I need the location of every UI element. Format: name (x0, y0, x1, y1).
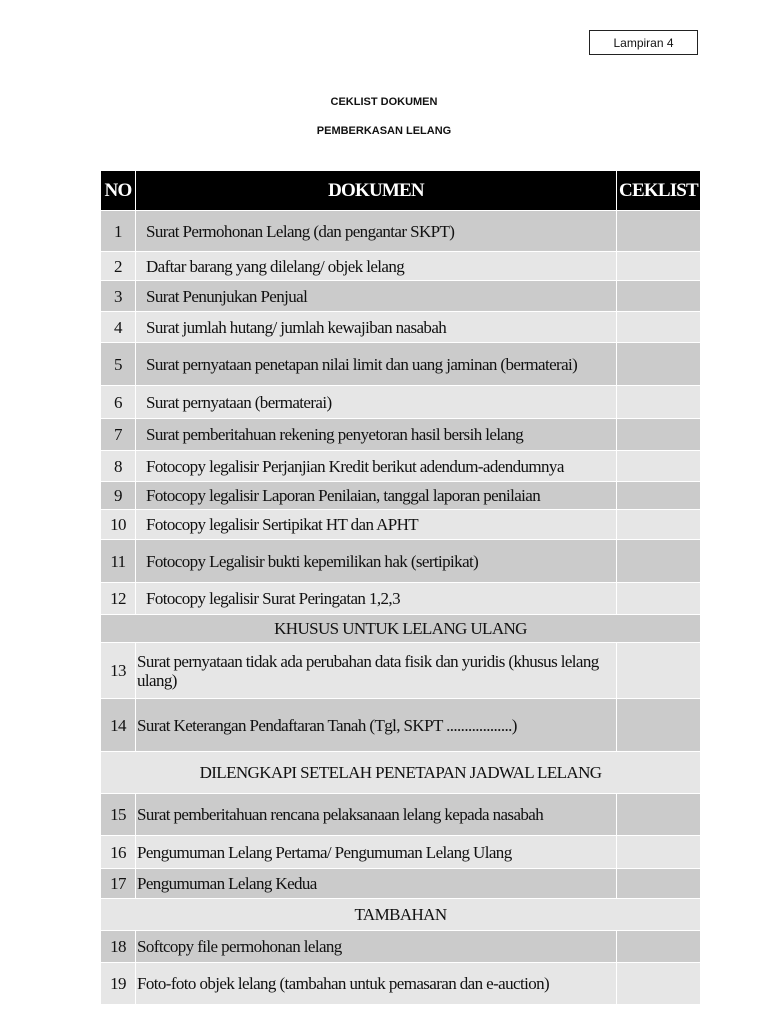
row-document: Surat pemberitahuan rencana pelaksanaan lelang kepada nasabah (136, 794, 617, 836)
row-number: 6 (101, 386, 136, 419)
row-document: Surat pemberitahuan rekening penyetoran hasil bersih lelang (136, 419, 617, 451)
table-row (101, 583, 701, 615)
row-number: 15 (101, 794, 136, 836)
checklist-cell[interactable] (617, 343, 701, 386)
row-document: Fotocopy legalisir Surat Peringatan 1,2,3 (136, 583, 617, 615)
row-document: Surat Keterangan Pendaftaran Tanah (Tgl, SKPT ..................) (136, 699, 617, 752)
table-row (101, 211, 701, 252)
row-number: 11 (101, 540, 136, 583)
row-number: 17 (101, 869, 136, 899)
checklist-cell[interactable] (617, 836, 701, 869)
section-row (101, 615, 701, 643)
table-row (101, 931, 701, 963)
checklist-cell[interactable] (617, 482, 701, 510)
row-document: Surat pernyataan penetapan nilai limit dan uang jaminan (bermaterai) (136, 343, 617, 386)
checklist-cell[interactable] (617, 540, 701, 583)
checklist-cell[interactable] (617, 583, 701, 615)
table-row (101, 540, 701, 583)
row-document: Surat jumlah hutang/ jumlah kewajiban nasabah (136, 312, 617, 343)
table-row (101, 836, 701, 869)
row-number: 10 (101, 510, 136, 540)
row-document: Surat Permohonan Lelang (dan pengantar SKPT) (136, 211, 617, 252)
section-heading: TAMBAHAN (101, 899, 701, 931)
row-document: Daftar barang yang dilelang/ objek lelang (136, 252, 617, 281)
table-row (101, 963, 701, 1005)
table-row (101, 281, 701, 312)
checklist-cell[interactable] (617, 312, 701, 343)
row-document: Fotocopy Legalisir bukti kepemilikan hak (sertipikat) (136, 540, 617, 583)
checklist-cell[interactable] (617, 699, 701, 752)
checklist-cell[interactable] (617, 386, 701, 419)
row-document: Softcopy file permohonan lelang (136, 931, 617, 963)
header-dokumen: DOKUMEN (136, 171, 617, 211)
row-document: Fotocopy legalisir Perjanjian Kredit berikut adendum-adendumnya (136, 451, 617, 482)
section-row (101, 752, 701, 794)
row-number: 12 (101, 583, 136, 615)
header-no: NO (101, 171, 136, 211)
row-document: Foto-foto objek lelang (tambahan untuk pemasaran dan e-auction) (136, 963, 617, 1005)
row-number: 18 (101, 931, 136, 963)
table-row (101, 869, 701, 899)
row-document: Surat pernyataan (bermaterai) (136, 386, 617, 419)
header-ceklist: CEKLIST (617, 171, 701, 211)
row-number: 2 (101, 252, 136, 281)
checklist-cell[interactable] (617, 510, 701, 540)
table-row (101, 482, 701, 510)
row-document: Surat Penunjukan Penjual (136, 281, 617, 312)
row-number: 5 (101, 343, 136, 386)
checklist-cell[interactable] (617, 451, 701, 482)
table-row (101, 510, 701, 540)
table-row (101, 386, 701, 419)
checklist-table (100, 170, 701, 1005)
table-row (101, 252, 701, 281)
row-document: Fotocopy legalisir Sertipikat HT dan APHT (136, 510, 617, 540)
checklist-cell[interactable] (617, 419, 701, 451)
table-row (101, 794, 701, 836)
row-number: 9 (101, 482, 136, 510)
section-row (101, 899, 701, 931)
checklist-cell[interactable] (617, 963, 701, 1005)
table-row (101, 643, 701, 699)
table-row (101, 343, 701, 386)
checklist-cell[interactable] (617, 931, 701, 963)
document-title: CEKLIST DOKUMEN (330, 96, 438, 108)
section-heading: DILENGKAPI SETELAH PENETAPAN JADWAL LELANG (101, 752, 701, 794)
row-number: 7 (101, 419, 136, 451)
row-number: 13 (101, 643, 136, 699)
row-document: Pengumuman Lelang Kedua (136, 869, 617, 899)
table-row (101, 312, 701, 343)
row-number: 14 (101, 699, 136, 752)
row-number: 19 (101, 963, 136, 1005)
row-number: 3 (101, 281, 136, 312)
checklist-cell[interactable] (617, 869, 701, 899)
document-subtitle: PEMBERKASAN LELANG (316, 125, 452, 137)
row-number: 16 (101, 836, 136, 869)
row-number: 8 (101, 451, 136, 482)
row-document: Pengumuman Lelang Pertama/ Pengumuman Lelang Ulang (136, 836, 617, 869)
checklist-cell[interactable] (617, 211, 701, 252)
section-heading: KHUSUS UNTUK LELANG ULANG (101, 615, 701, 643)
checklist-cell[interactable] (617, 643, 701, 699)
row-document: Surat pernyataan tidak ada perubahan data fisik dan yuridis (khusus lelang ulang) (136, 643, 617, 699)
attachment-label: Lampiran 4 (589, 30, 698, 55)
table-row (101, 419, 701, 451)
table-row (101, 451, 701, 482)
row-document: Fotocopy legalisir Laporan Penilaian, tanggal laporan penilaian (136, 482, 617, 510)
row-number: 4 (101, 312, 136, 343)
checklist-cell[interactable] (617, 252, 701, 281)
row-number: 1 (101, 211, 136, 252)
checklist-cell[interactable] (617, 281, 701, 312)
checklist-cell[interactable] (617, 794, 701, 836)
table-row (101, 699, 701, 752)
